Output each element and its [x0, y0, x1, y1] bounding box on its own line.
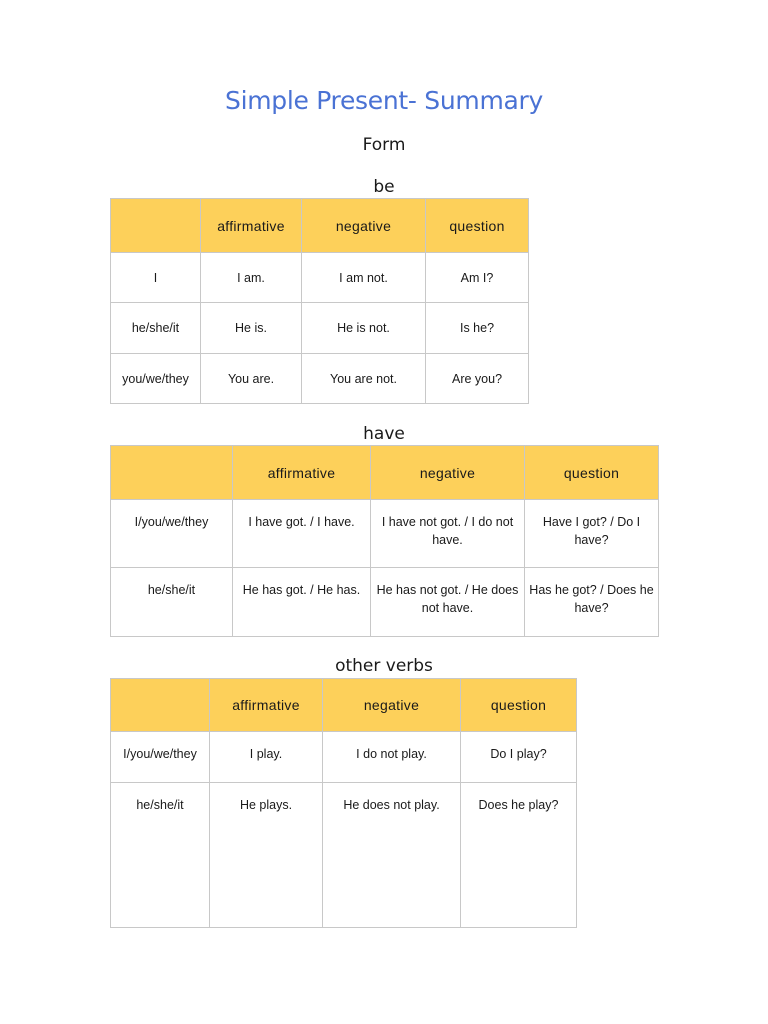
header-cell: question	[525, 446, 659, 500]
header-cell: question	[426, 199, 529, 253]
header-cell	[111, 199, 201, 253]
table-row	[111, 783, 577, 928]
table-cell: Does he play?	[461, 783, 577, 928]
be-table	[110, 198, 529, 404]
be-heading: be	[373, 177, 395, 197]
page-title: Simple Present- Summary	[225, 86, 543, 115]
table-cell: He has not got. / He does not have.	[371, 568, 525, 637]
table-cell: Do I play?	[461, 732, 577, 783]
table-cell: I have got. / I have.	[233, 500, 371, 568]
table-cell: I do not play.	[323, 732, 461, 783]
header-cell: negative	[323, 679, 461, 732]
table-cell: Am I?	[426, 253, 529, 303]
table-cell: I am.	[201, 253, 302, 303]
table-cell: Have I got? / Do I have?	[525, 500, 659, 568]
have-heading: have	[363, 424, 405, 444]
header-cell: negative	[302, 199, 426, 253]
table-cell: He does not play.	[323, 783, 461, 928]
table-cell: Are you?	[426, 354, 529, 404]
table-row	[111, 354, 529, 404]
table-row	[111, 732, 577, 783]
table-header-row	[111, 679, 577, 732]
table-row	[111, 500, 659, 568]
header-cell: negative	[371, 446, 525, 500]
table-cell: I have not got. / I do not have.	[371, 500, 525, 568]
table-cell: I am not.	[302, 253, 426, 303]
header-cell: affirmative	[210, 679, 323, 732]
table-row	[111, 253, 529, 303]
table-cell: I/you/we/they	[111, 500, 233, 568]
table-cell: he/she/it	[111, 303, 201, 354]
table-cell: He is.	[201, 303, 302, 354]
table-cell: I/you/we/they	[111, 732, 210, 783]
form-heading: Form	[362, 135, 406, 155]
table-header-row	[111, 446, 659, 500]
table-cell: You are.	[201, 354, 302, 404]
header-cell	[111, 679, 210, 732]
table-cell: You are not.	[302, 354, 426, 404]
table-cell: Has he got? / Does he have?	[525, 568, 659, 637]
table-header-row	[111, 199, 529, 253]
table-row	[111, 568, 659, 637]
header-cell: affirmative	[233, 446, 371, 500]
other-verbs-heading: other verbs	[335, 656, 433, 676]
table-cell: He is not.	[302, 303, 426, 354]
table-cell: Is he?	[426, 303, 529, 354]
table-cell: He plays.	[210, 783, 323, 928]
table-cell: he/she/it	[111, 568, 233, 637]
table-cell: you/we/they	[111, 354, 201, 404]
table-cell: I play.	[210, 732, 323, 783]
table-row	[111, 303, 529, 354]
have-table	[110, 445, 659, 637]
table-cell: He has got. / He has.	[233, 568, 371, 637]
table-cell: I	[111, 253, 201, 303]
header-cell: question	[461, 679, 577, 732]
header-cell: affirmative	[201, 199, 302, 253]
other-verbs-table	[110, 678, 577, 928]
header-cell	[111, 446, 233, 500]
table-cell: he/she/it	[111, 783, 210, 928]
